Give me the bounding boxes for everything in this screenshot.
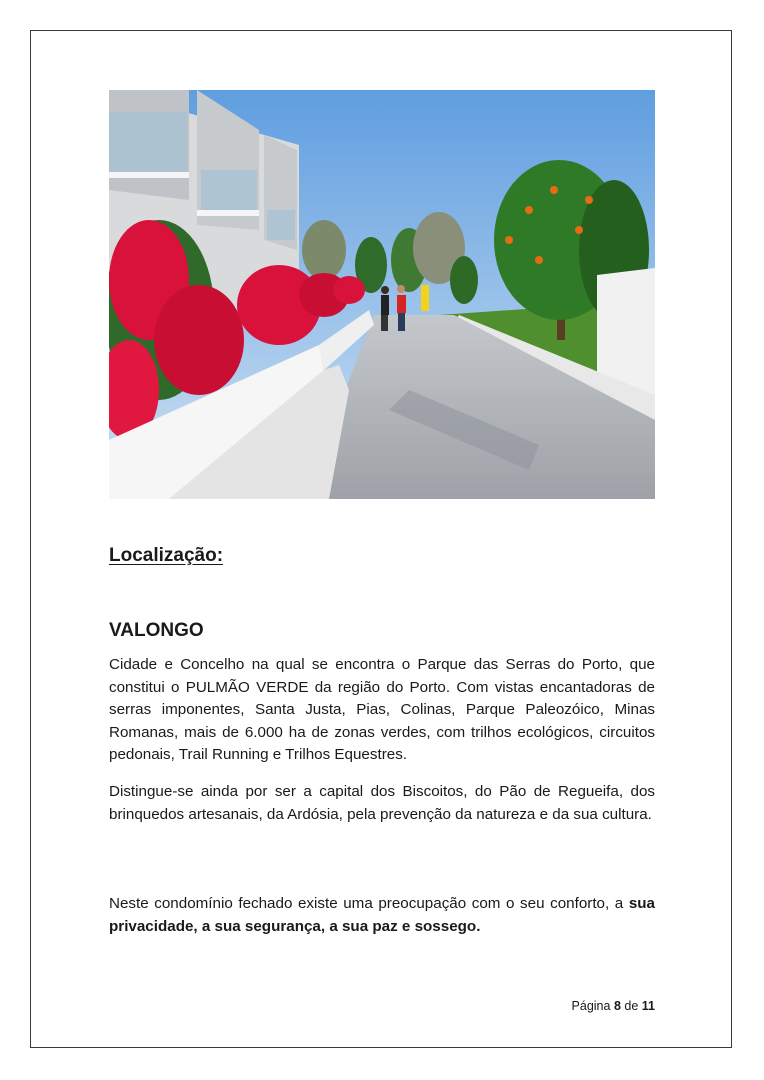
condominio-text: Neste condomínio fechado existe uma preocupação com o seu conforto, a [109, 895, 629, 912]
page-total: 11 [641, 999, 655, 1013]
paragraph-capital-biscoitos: Distingue-se ainda por ser a capital dos Biscoitos, do Pão de Regueifa, dos brinquedos artesanais, da Ardósia, pela prevenção da natureza e da sua cultura. [109, 783, 655, 823]
page-label: Página [571, 999, 611, 1013]
city-title: VALONGO [109, 620, 204, 641]
page-of: de [624, 999, 639, 1013]
condominio-bold-text: sua privacidade, a sua segurança, a sua paz e sossego. [109, 895, 655, 935]
page-current: 8 [613, 999, 621, 1013]
paragraph-parque-serras: Cidade e Concelho na qual se encontra o Parque das Serras do Porto, que constitui o PULMÃO VERDE da região do Porto. Com vistas encantadoras de serras imponentes, Santa Justa, Pias, Colinas, Parque Paleozóico, Minas Romanas, mais de 6.000 ha de zonas verdes, com trilhos ecológicos, circuitos pedonais, Trail Running e Trilhos Equestres. [109, 656, 655, 763]
hero-rendering [109, 90, 655, 499]
location-heading: Localização: [109, 545, 224, 566]
page-number [572, 999, 655, 1013]
hero-image [109, 90, 655, 499]
playground-slide [421, 285, 429, 311]
paragraph-condominio [109, 893, 655, 938]
